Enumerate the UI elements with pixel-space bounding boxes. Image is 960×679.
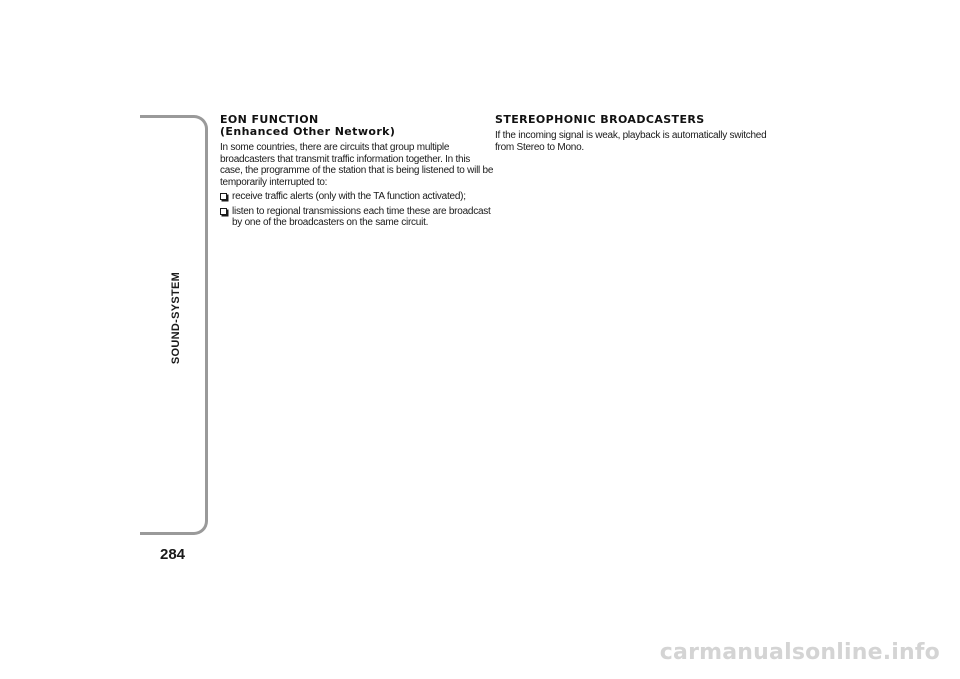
list-item-text: receive traffic alerts (only with the TA function activated); (232, 191, 466, 202)
page-number: 284 (160, 546, 186, 563)
heading-line-1: EON FUNCTION (220, 113, 319, 126)
list-item-text: listen to regional transmissions each time these are broadcast by one of the broadcasters on the same circuit. (232, 205, 491, 228)
section-label: SOUND-SYSTEM (170, 271, 182, 365)
checkbox-bullet-icon (220, 208, 227, 215)
left-column (220, 114, 495, 232)
right-column (495, 114, 770, 156)
list-item (220, 191, 495, 203)
eon-paragraph: In some countries, there are circuits that group multiple broadcasters that transmit traffic information together. In this case, the programme of the station that is being listened to will be temporarily interrupted to: (220, 142, 494, 188)
list-item (220, 206, 495, 229)
eon-bullet-list (220, 191, 495, 229)
checkbox-bullet-icon (220, 193, 227, 200)
heading-line-2: (Enhanced Other Network) (220, 125, 396, 138)
stereophonic-heading: STEREOPHONIC BROADCASTERS (495, 113, 705, 126)
watermark: carmanualsonline.info (659, 640, 940, 665)
stereophonic-paragraph: If the incoming signal is weak, playback is automatically switched from Stereo to Mono. (495, 130, 767, 153)
eon-function-heading (220, 114, 495, 138)
